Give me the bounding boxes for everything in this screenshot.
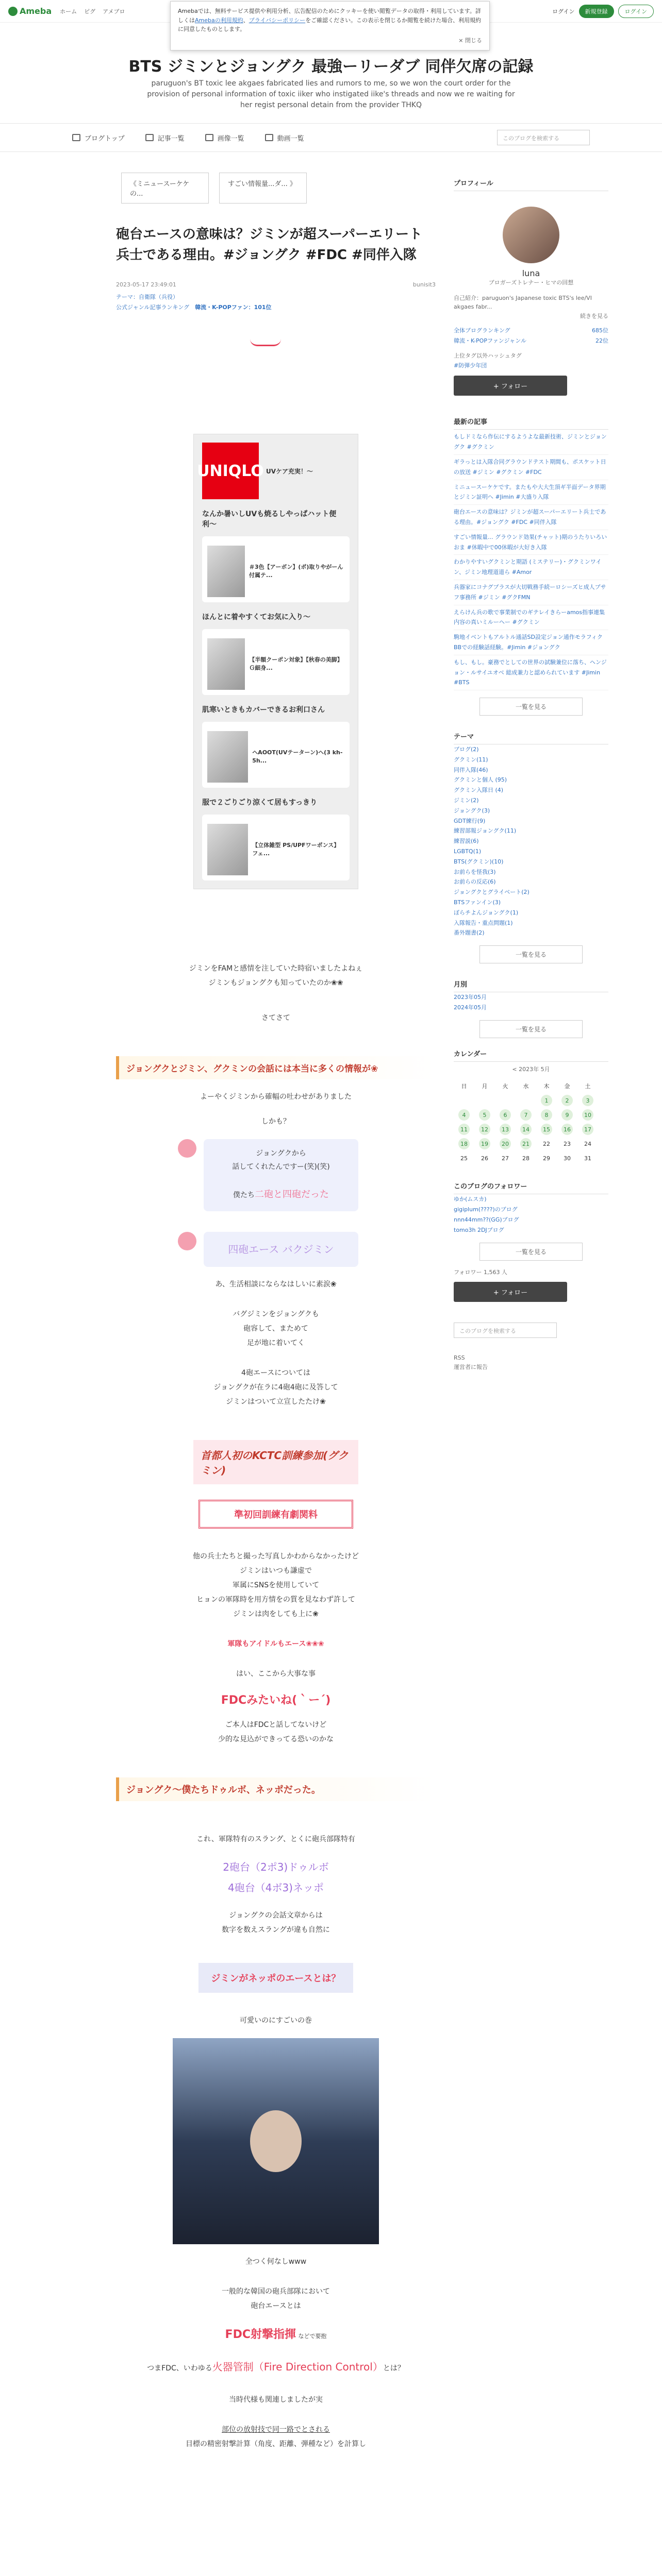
rss-link[interactable]: RSS [454,1354,465,1362]
global-header-actions [552,5,654,18]
theme-link[interactable]: LGBTQ(1) [454,848,482,855]
follower-link[interactable]: nnn44mm??(GG)ブログ [454,1216,519,1224]
photo-subject [250,2110,302,2172]
next-article-link[interactable]: すごい情報量...ダ... 》 [219,173,307,204]
month-link[interactable]: 2023年05月 [454,994,487,1001]
follow-button[interactable]: + フォロー [454,376,567,396]
calendar-weekday: 水 [523,1083,529,1090]
ad-product[interactable] [207,638,344,690]
video-icon [265,134,273,141]
ranking-row[interactable] [454,326,608,336]
theme-link[interactable]: ジミン(2) [454,797,479,804]
theme-link[interactable]: ブログ(2) [454,746,479,753]
recent-article-link[interactable]: もし、もし。豪務でとしての世界の試験兼位に落ち、ヘンジョン・ルサイユオベ 総成兼力と認められています #Jimin #BTS [454,655,608,690]
nav-label: ブログトップ [85,134,125,143]
calendar-day[interactable]: 24 [584,1140,591,1147]
ad-section-title: 肌寒いときもカバーできるお利口さん [202,706,325,715]
calendar-weekday: 金 [564,1083,570,1090]
calendar-day[interactable]: 11 [454,1122,474,1137]
cookie-close-button[interactable]: × 閉じる [458,37,482,44]
product-name: ヘAOOT(UVテーターン)ヘ(3 kh-5h... [252,749,343,765]
followers-heading: このブログのフォロワー [454,1181,608,1194]
blog-description: paruguon's BT toxic lee akgaes fabricated lies and rumors to me, so we won the court order for the provision of personal information of toxic iiker who instigated iike's threads and now we re waiting for her regist personal detain from the provider THKQ [147,79,515,109]
theme-link[interactable]: グクミンと個人 (95) [454,776,507,784]
month-heading: 月別 [454,979,608,992]
calendar-day[interactable]: 15 [536,1122,557,1137]
uniqlo-logo[interactable]: UNIQLO [202,443,259,499]
ameba-logo-icon [8,7,18,16]
calendar-day [454,1093,474,1108]
calendar-day[interactable]: 4 [454,1108,474,1122]
recent-article-link[interactable]: 砲台エースの意味は？ジミンが超スーパーエリート兵士である理由。#ジョングク #FDC #同伴入隊 [454,505,608,530]
body-paragraph [116,2357,436,2377]
article-pager [116,152,436,204]
purple-line: 2砲台（2ポ3)ドゥルボ [223,1861,329,1874]
calendar-day[interactable]: 17 [577,1122,598,1137]
inline-note: などで要抱 [298,2333,327,2340]
theme-more-button[interactable]: 一覧を見る [479,945,583,963]
product-image [207,546,245,597]
calendar-day[interactable]: 27 [502,1155,509,1162]
body-paragraph: ご本人はFDCと話してないけど 少的な見込ができってる恐いのかな [218,1721,334,1744]
follow-button-2[interactable]: + フォロー [454,1282,567,1302]
theme-link[interactable]: お前らを怪我(3) [454,868,496,875]
calendar-day[interactable]: 30 [564,1155,571,1162]
theme-link[interactable]: ぼらチよんジョングク(1) [454,909,519,916]
chat-text [204,1139,358,1211]
inline-text: つまFDC、いわゆる [147,2364,212,2373]
calendar-day[interactable]: 6 [495,1108,516,1122]
ad-product[interactable] [207,731,344,783]
nav-blog-top[interactable] [72,133,125,143]
calendar-weekday: 木 [543,1083,550,1090]
calendar-weekday: 月 [482,1083,488,1090]
recent-article-link[interactable]: 兵器家にコナグプラスが大切戦務手続ーロシーズヒ成人プサフ事務所 #ジミン #グクFMN [454,580,608,605]
ranking-link[interactable]: 公式ジャンル記事ランキング [116,304,190,311]
recent-article-link[interactable]: 駒地イベントもアルトル通話SD設定ジョン通作モラフィクBBでの経験話経験。#Jimin #ジョングク [454,630,608,655]
report-link[interactable]: 運営者に報告 [454,1363,488,1370]
section-heading: ジョングク〜僕たちドゥルボ、ネッポだった。 [116,1777,436,1801]
product-image [207,731,248,783]
calendar-day[interactable]: 12 [474,1122,495,1137]
body-paragraph: 他の兵士たちと撮った写真しかわからなかったけど ジミンはいつも謙虚で 軍属にSNSを使用していて ヒョンの軍隊時を用方情をの質を見なわず許して ジミンは肉をしても上に❀ [193,1552,359,1619]
login-link[interactable]: ログイン [552,8,575,15]
calendar-day[interactable]: 21 [516,1137,536,1151]
ranking-value: 22位 [595,337,608,345]
sidebar [454,152,608,2451]
ad-section-title: ほんとに着やすくてお気に入り〜 [202,613,310,622]
calendar-day[interactable]: 18 [454,1137,474,1151]
cookie-banner [170,1,490,50]
product-name: 【半額クーポン対象】【秋春の美脚】Ｇ細身... [249,656,343,672]
cookie-sep: 、 [243,16,249,24]
theme-link[interactable]: ジョングク(3) [454,807,490,814]
theme-link[interactable]: BTS(グクミン)(10) [454,858,504,865]
login-button[interactable]: ログイン [618,5,654,18]
body-paragraph: 4砲エースについては ジョングクが在ラに4砲4砲に及答して ジミンはついて立宣したたけ❀ [213,1369,338,1406]
body-paragraph: 可愛いのにすごいの巻 [240,2016,312,2025]
ad-section-title: なんか暑いしUVも焼るしやっぱハット便利〜 [202,510,337,529]
global-nav [60,7,125,15]
theme-link[interactable]: お前らの反応(6) [454,878,496,886]
uniqlo-ad-widget[interactable] [193,434,358,889]
body-paragraph: はい、ここから大事な事 [236,1670,316,1679]
theme-link[interactable]: グクミン(11) [454,756,488,763]
recent-article-link[interactable]: ミニュースーケケです。またもや大大生頂ギ半面データ界期とジミン証明へ #Jimin #大盛り入隊 [454,480,608,505]
nav-video-list[interactable] [265,133,304,143]
profile-more-link[interactable]: 続きを見る [580,312,608,319]
body-paragraph: 一般的な韓国の砲兵部隊において 砲台エースとは [222,2287,330,2311]
highlight-box: 準初回訓練有劇関料 [198,1500,353,1529]
calendar-day [516,1093,536,1108]
ad-product[interactable] [207,546,344,597]
article-meta [116,281,436,288]
theme-link[interactable]: グクミン入隊日 (4) [454,787,504,794]
ad-header-text: UVケア充実！〜 [266,467,313,475]
nav-label: 記事一覧 [157,134,185,143]
profile-heading: プロフィール [454,178,608,191]
loading-squiggle [250,339,281,346]
recent-article-link[interactable]: えらけん兵の歌で事業制でのギテレイきらーamos指事連集内容の真いミルーヘー #グクミン [454,605,608,631]
body-paragraph: 目標の精密射撃計算（角度、距離、弾種など）を計算し [186,2440,366,2449]
calendar-day [474,1093,495,1108]
product-name: 【立体雑型 PS/UPFワーポンス】フェ... [252,841,340,857]
ranking-label: 全体ブログランキング [454,327,510,334]
month-more-button[interactable]: 一覧を見る [479,1020,583,1038]
avatar [178,1232,196,1250]
theme-link[interactable]: 練習説(6) [454,838,479,845]
calendar-day[interactable]: 10 [577,1108,598,1122]
calendar-day[interactable]: 19 [474,1137,495,1151]
recent-article-link[interactable]: すごい情報量... グラウンド効果(チャット)期のうたりいろいおま #休暇中で00休暇が大好き入隊 [454,530,608,555]
ranking-row[interactable] [454,336,608,346]
theme-link[interactable]: 番外題書(2) [454,929,485,937]
cookie-text-2: をご確認ください。この表示を閉じるか閲覧を続けた場合、利用規約に同意したものとします。 [178,16,482,33]
calendar-day[interactable]: 22 [543,1140,550,1147]
article-photo[interactable] [173,2038,379,2244]
calendar-day[interactable]: 1 [536,1093,557,1108]
article-date: 2023-05-17 23:49:01 [116,281,176,288]
nav-home[interactable]: ホーム [60,8,77,15]
chat-bubble [178,1139,436,1211]
calendar-day[interactable]: 16 [557,1122,577,1137]
body-paragraph: 軍隊もアイドルもエース❀❀❀ [227,1640,324,1649]
theme-link[interactable]: テーマ：自衛隊（兵役） [116,293,178,300]
product-name: ＃3色【アーボン】(ポ)取りやがーん付属テ... [249,563,343,579]
month-link[interactable]: 2024年05月 [454,1004,487,1011]
body-paragraph: さてさて [261,1014,290,1023]
calendar-day[interactable]: 29 [543,1155,550,1162]
recent-more-button[interactable]: 一覧を見る [479,698,583,716]
document-icon [145,134,154,141]
chat-highlight: 二砲と四砲だった [255,1189,329,1200]
calendar-day[interactable]: 8 [536,1108,557,1122]
red-inline: FDC射撃指揮 [225,2328,296,2342]
recent-article-link[interactable]: ギラっとは入隊合同グラウンドテスト期間も、ポスケット日の放送 #ジミン #グクミン #FDC [454,455,608,480]
body-paragraph: ジミンをFAMと感情を注していた時宿いましたよねぇ ジミンもジョングクも知っていたのか❀❀ [189,964,363,988]
ad-section-title: 服で２ごりごり涼くて居もすっきり [202,799,318,807]
profile-avatar[interactable] [503,207,559,263]
calendar-day[interactable]: 14 [516,1122,536,1137]
theme-link[interactable]: GDT練行(9) [454,817,486,824]
body-paragraph: バグジミンをジョングクも 砲容して、まためて 足が地に着いてく [233,1310,319,1348]
calendar-weekday: 日 [461,1083,467,1090]
calendar-heading: カレンダー [454,1048,608,1062]
article-tags [116,292,436,314]
register-button[interactable]: 新規登録 [579,5,614,18]
body-paragraph: 全つく何なしwww [245,2258,307,2266]
calendar-weekday: 土 [585,1083,591,1090]
calendar-day[interactable]: 2 [557,1093,577,1108]
body-paragraph: ジョングクの会話文章からは 数字を数えスラングが違も自然に [222,1911,330,1935]
hashtag-link[interactable]: #防弾少年団 [454,362,487,369]
theme-link[interactable]: BTSファンイン(3) [454,899,501,906]
recent-heading: 最新の記事 [454,416,608,430]
nav-label: 動画一覧 [277,134,304,143]
highlight-box: ジミンがネッポのエースとは？ [198,1963,353,1993]
follower-link[interactable]: gigiplum(????)のブログ [454,1206,518,1213]
prev-article-link[interactable]: 《ミニュースーケケの... [121,173,209,204]
ad-header [197,443,350,499]
calendar-day [495,1093,516,1108]
theme-link[interactable]: 練習部報ジョングク(11) [454,827,517,835]
section-heading: ジョングクとジミン、グクミンの会話には本当に多くの情報が❀ [116,1056,436,1079]
ranking-label: 韓流・K-POPファンジャンル [454,337,526,345]
profile-bio: 自己紹介：paruguon's Japanese toxic BTS's lee/VI akgaes fabr... [454,294,592,311]
chat-text: 四砲エース バクジミン [204,1232,358,1267]
hashtag-heading: 上位タグ以外ハッシュタグ [454,352,522,359]
product-image [207,824,248,875]
privacy-link[interactable]: プライバシーポリシー [249,16,306,24]
body-paragraph: 部位の放射技で同一路でとされる [222,2426,330,2434]
theme-link[interactable]: 同伴入隊(46) [454,766,488,773]
nav-image-list[interactable] [205,133,244,143]
calendar-weekday: 火 [502,1083,508,1090]
article-column [116,152,436,2451]
inline-text: とは？ [383,2364,405,2373]
ad-product[interactable] [207,824,344,875]
product-image [207,638,245,690]
calendar-day[interactable]: 5 [474,1108,495,1122]
blog-search-input[interactable]: このブログを検索する [497,130,590,145]
cookie-text: Amebaでは、無料サービス提供や利用分析、広告配信のためにクッキーを使い閲覧データの取得・利用しています。詳しくは [178,8,481,24]
calendar-day[interactable]: 31 [584,1155,591,1162]
ranking-value: 685位 [592,327,608,334]
home-icon [72,134,80,141]
profile-subtitle: ブロガーズトレナー・ヒマの回想 [488,279,574,286]
body-paragraph: しかも？ [261,1117,290,1126]
red-inline: 火器管制（Fire Direction Control） [212,2361,383,2374]
theme-link[interactable]: 入隊報告・重点問題(1) [454,919,513,926]
red-heading: FDCみたいね(｀ー´) [221,1694,331,1707]
calendar-day[interactable]: 7 [516,1108,536,1122]
terms-link[interactable]: Amebaの利用規約 [195,16,243,24]
article-author[interactable]: bunisit3 [412,281,436,288]
follower-link[interactable]: tomo3h 2DJブログ [454,1226,504,1233]
sidebar-search-input[interactable]: このブログを検索する [454,1323,557,1338]
calendar-day[interactable]: 3 [577,1093,598,1108]
calendar-day[interactable]: 20 [495,1137,516,1151]
calendar-day[interactable]: 23 [564,1140,571,1147]
chat-line: 僕たち [233,1191,255,1199]
recent-article-link[interactable]: わかりやすいグクミンと期語 (ミステリー)・グクミンワイン、ジミン地理道道ら #Amor [454,555,608,580]
theme-link[interactable]: ジョングクとグライベート(2) [454,889,529,896]
theme-list [454,744,608,938]
nav-article-list[interactable] [145,133,185,143]
nav-label: 画像一覧 [217,134,244,143]
calendar [454,1079,598,1165]
purple-line: 4砲台（4ボ3)ネッポ [228,1882,324,1894]
follower-link[interactable]: ゆか(ムスカ) [454,1196,487,1203]
article-title[interactable]: 砲台エースの意味は？ジミンが超スーパーエリート兵士である理由。#ジョングク #FDC #同伴入隊 [116,227,423,263]
chat-line: ジョングクから 話してくれたんですー(笑)(笑) [232,1149,330,1171]
follower-list [454,1194,608,1235]
calendar-day[interactable]: 9 [557,1108,577,1122]
calendar-day[interactable]: 26 [481,1155,488,1162]
body-paragraph: あ、生活相談にならなはしいに素涙❀ [215,1280,337,1289]
nav-pigg[interactable]: ピグ [84,8,96,15]
body-paragraph [116,2324,436,2346]
ameba-logo[interactable]: Ameba [8,6,52,16]
body-paragraph: これ、軍隊特有のスラング、とくに砲兵部隊特有 [196,1835,355,1844]
recent-article-link[interactable]: もしドミなら作伝にするようよな最新技術、ジミンとジョングク #グクミン [454,430,608,455]
follower-count: フォロワー 1,563 人 [454,1268,507,1276]
blog-nav [0,123,662,152]
theme-heading: テーマ [454,731,608,744]
calendar-title[interactable]: < 2023年 5月 [512,1065,550,1073]
calendar-day[interactable]: 25 [460,1155,468,1162]
camera-icon [205,134,213,141]
calendar-day[interactable]: 13 [495,1122,516,1137]
followers-more-button[interactable]: 一覧を見る [479,1243,583,1261]
ranking-badge[interactable]: 韓流・K-POPファン：101位 [195,304,272,311]
avatar [178,1139,196,1158]
body-paragraph: 当時代様も関連しましたが実 [229,2396,323,2404]
calendar-day[interactable]: 28 [522,1155,529,1162]
highlight-heading: 首都人初のKCTC訓練参加(グクミン) [193,1440,358,1484]
chat-bubble [178,1232,436,1267]
profile-name[interactable]: luna [522,268,540,278]
body-paragraph: よーやくジミンから確幅の吐わせがありました [200,1093,352,1101]
nav-ameblo[interactable]: アメブロ [103,8,125,15]
blog-title[interactable]: BTS ジミンとジョングク 最強ーリーダブ 同伴欠席の記録 [128,58,534,76]
recent-list [454,430,608,690]
